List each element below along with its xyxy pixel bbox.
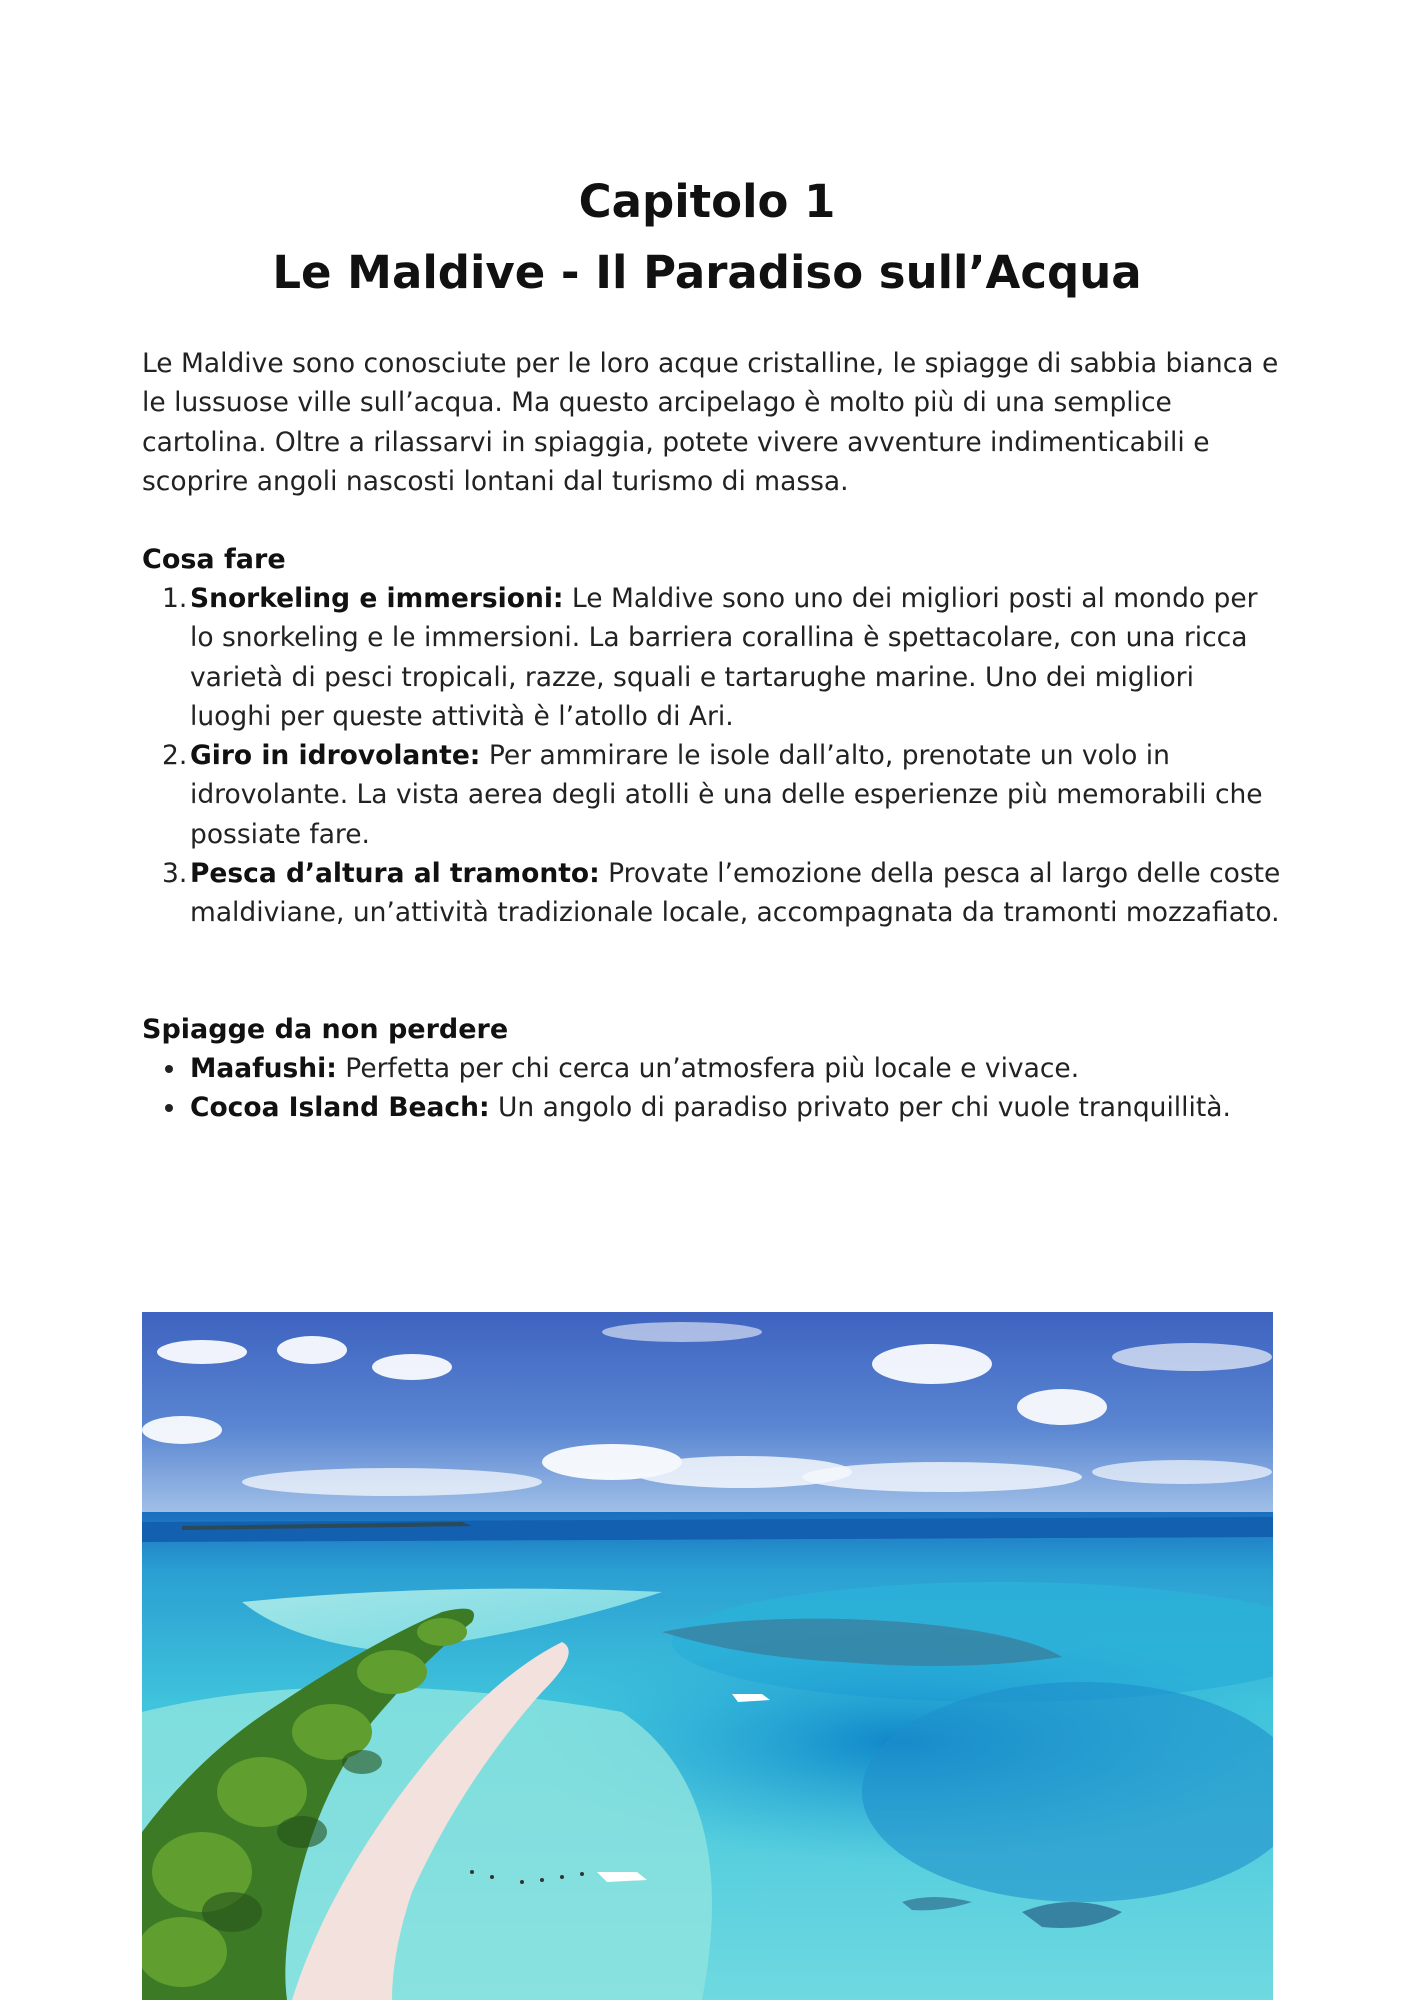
item-text: Provate l’emozione della pesca al largo delle coste maldiviane, un’attività tradizionale locale, accompagnata da tramonti mozzafiato. xyxy=(190,858,1281,929)
item-text: Per ammirare le isole dall’alto, prenotate un volo in idrovolante. La vista aerea degli atolli è una delle esperienze più memorabili che possiate fare. xyxy=(190,740,1263,850)
item-term: Snorkeling e immersioni: xyxy=(190,583,564,614)
list-item xyxy=(142,1049,1282,1088)
bullet-icon xyxy=(165,1104,173,1112)
list-item xyxy=(142,854,1282,933)
section-heading-spiagge: Spiagge da non perdere xyxy=(142,1014,509,1045)
chapter-number: Capitolo 1 xyxy=(578,175,836,229)
item-text: Perfetta per chi cerca un’atmosfera più locale e vivace. xyxy=(336,1053,1080,1084)
list-item xyxy=(142,1088,1282,1127)
item-term: Pesca d’altura al tramonto: xyxy=(190,858,600,890)
maldives-aerial-photo xyxy=(142,1312,1273,2000)
list-item xyxy=(142,736,1282,854)
item-term: Maafushi: xyxy=(190,1053,337,1084)
beaches-list xyxy=(142,1049,1282,1128)
item-text: Un angolo di paradiso privato per chi vuole tranquillità. xyxy=(489,1092,1231,1124)
item-term: Cocoa Island Beach: xyxy=(190,1092,490,1124)
list-number: 1. xyxy=(162,583,188,614)
item-text: Le Maldive sono uno dei migliori posti al mondo per lo snorkeling e le immersioni. La barriera corallina è spettacolare, con una ricca varietà di pesci tropicali, razze, squali e tartarughe marine. Uno dei migliori luoghi per queste attività è l’atollo di Ari. xyxy=(190,583,1258,732)
intro-paragraph: Le Maldive sono conosciute per le loro acque cristalline, le spiagge di sabbia bianca e le lussuose ville sull’acqua. Ma questo arcipelago è molto più di una semplice cartolina. Oltre a rilassarvi in spiaggia, potete vivere avventure indimenticabili e scoprire angoli nascosti lontani dal turismo di massa. xyxy=(142,348,1279,497)
chapter-title: Le Maldive - Il Paradiso sull’Acqua xyxy=(272,246,1142,300)
section-heading-cosa-fare: Cosa fare xyxy=(142,544,286,575)
bullet-icon xyxy=(165,1065,173,1073)
list-item xyxy=(142,579,1282,736)
page-title xyxy=(0,166,1414,308)
item-term: Giro in idrovolante: xyxy=(190,740,481,772)
list-number: 3. xyxy=(162,858,188,890)
activities-list xyxy=(142,579,1282,933)
list-number: 2. xyxy=(162,740,188,772)
